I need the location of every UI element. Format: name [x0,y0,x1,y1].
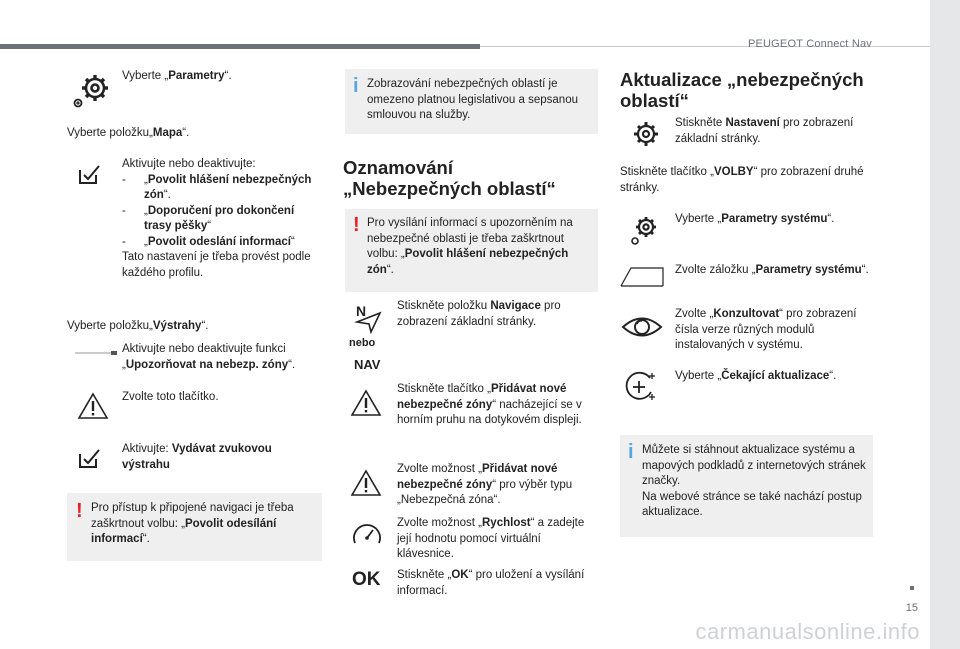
update-info-text [642,443,866,521]
toggle-block [122,157,318,281]
exclamation-icon: ! [76,500,83,522]
nav-button: NAV [354,357,381,372]
north-label: N [356,303,367,319]
tab-icon [619,266,665,288]
speed-step: Zvolte možnost „Rychlost“ a zadejte její hodnotu pomocí virtuální klávesnice. [397,517,585,560]
toggle-item: - „Povolit odeslání informací“ [122,235,295,248]
pending-step: Vyberte „Čekající aktualizace“. [675,370,837,382]
nav-step: Stiskněte položku Navigace pro zobrazení základní stránky. [397,300,561,328]
toggle-note: Tato nastavení je třeba provést podle každého profilu. [122,251,311,279]
header-bar [0,44,480,49]
view-step: Zvolte „Konzultovat“ pro zobrazení čísla verze různých modulů instalovaných v systému. [675,308,857,351]
info-icon: i [628,441,634,463]
ok-button: OK [352,569,381,590]
heading-line: Oznamování [343,157,453,178]
zone-type-step: Zvolte možnost „Přidávat nové nebezpečné zóny“ pro výběr typu „Nebezpečná zóna“. [397,463,573,506]
warning-icon [350,469,382,497]
choose-button-text: Zvolte toto tlačítko. [122,391,219,403]
ok-step: Stiskněte „OK“ pro uložení a vysílání informací. [397,569,585,597]
speedometer-icon [351,521,383,549]
note-text: Pro přístup k připojené navigaci je třeba zaškrtnout volbu: „Povolit odesílání informací“. [91,502,294,545]
toggle-bar-icon [75,348,119,358]
settings-icon [630,118,662,150]
select-parameters: Vyberte „Parametry“. [122,70,232,82]
info-text: Zobrazování nebezpečných oblastí je omezeno platnou legislativou a sepsanou smlouvou na služby. [367,78,578,121]
press-settings-step: Stiskněte Nastavení pro zobrazení základní stránky. [675,117,854,145]
toggle-intro: Aktivujte nebo deaktivujte: [122,158,256,170]
header-title: PEUGEOT Connect Nav [747,38,872,50]
toggle-item: - „Doporučení pro dokončení trasy pěšky“ [122,204,295,232]
section-heading [343,157,556,199]
system-params-step: Vyberte „Parametry systému“. [675,213,835,225]
page-marker [910,586,914,590]
heading-line: oblastí“ [620,90,689,111]
add-zone-step: Stiskněte tlačítko „Přidávat nové nebezpečné zóny“ nacházející se v horním pruhu na dotykovém displeji. [397,383,582,426]
warning-icon [77,392,109,420]
heading-line: Aktualizace „nebezpečných [620,69,864,90]
system-settings-icon [628,213,662,247]
checkbox-icon [78,163,102,185]
navigation-arrow-icon [354,310,384,334]
page-edge-strip [930,0,960,649]
press-options-step: Stiskněte tlačítko „VOLBY“ pro zobrazení druhé stránky. [620,166,864,194]
select-map: Vyberte položku„Mapa“. [67,127,190,139]
pending-updates-icon [624,370,660,404]
page-number: 15 [905,602,918,614]
warning-icon [350,389,382,417]
settings-icon [70,70,112,112]
heading-line: „Nebezpečných oblastí“ [343,178,556,199]
update-heading [620,69,864,111]
exclamation-icon: ! [353,214,360,236]
checkbox-icon [78,447,102,469]
select-alerts: Vyberte položku„Výstrahy“. [67,320,209,332]
warn-text: Pro vysílání informací s upozorněním na nebezpečné oblasti je třeba zaškrtnout volbu: „Povolit hlášení nebezpečných zón“. [367,217,573,276]
watermark: carmanualsonline.info [695,619,920,644]
info-line: Na webové stránce se také nachází postup aktualizace. [642,490,862,518]
toggle-item: - „Povolit hlášení nebezpečných zón“. [122,173,312,201]
tab-params-step: Zvolte záložku „Parametry systému“. [675,264,869,276]
info-line: Můžete si stáhnout aktualizace systému a mapových podkladů z internetových stránek značky. [642,444,866,487]
warn-toggle: Aktivujte nebo deaktivujte funkci „Upozorňovat na nebezp. zóny“. [122,343,296,371]
info-icon: i [353,75,359,97]
eye-icon [621,314,663,340]
or-label: nebo [349,337,376,349]
activate-sound: Aktivujte: Vydávat zvukovou výstrahu [122,443,272,471]
